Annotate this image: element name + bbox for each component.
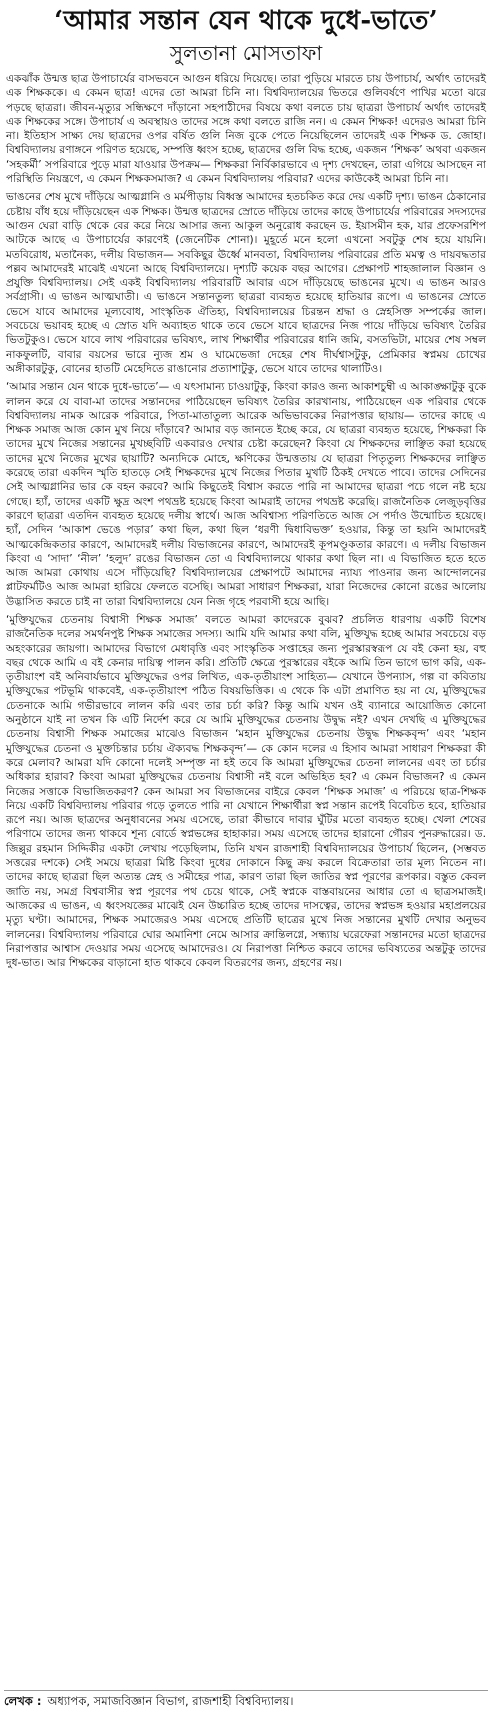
author-note-text: অধ্যাপক, সমাজবিজ্ঞান বিভাগ, রাজশাহী বিশ্ববিদ্যালয়।: [47, 1693, 294, 1708]
author-note: [4, 1690, 488, 1713]
article-page: [4, 0, 488, 970]
author-note-label: লেখক :: [4, 1693, 42, 1708]
article-body: [4, 72, 488, 970]
article-byline: সুলতানা মোসতাফা: [169, 41, 323, 65]
article-paragraph: একঝাঁক উন্মত্ত ছাত্র উপাচার্যের বাসভবনে আগুন ধরিয়ে দিয়েছে। তারা পুড়িয়ে মারতে চায় উপাচার্য, অর্থাৎ তাদেরই এক শিক্ষককে। এ কেমন ছাত্র! এদের তো আমরা চিনি না। বিশ্ববিদ্যালয়ের ভিতরে গুলিবর্ষণে পাখির মতো ঝরে পড়ছে ছাত্ররা। জীবন-মৃত্যুর সন্ধিক্ষণে দাঁড়ানো সহপাঠীদের বিষয়ে কথা বলতে চায় ছাত্ররা উপাচার্য অর্থাৎ তাদেরই এক শিক্ষকের সঙ্গে। উপাচার্য এ অবস্থায়ও তাদের সঙ্গে কথা বলতে রাজি নন। এ কেমন শিক্ষক! এদেরও আমরা চিনি না। ইতিহাস সাক্ষ্য দেয় ছাত্রদের ওপর বর্ষিত গুলি নিজ বুকে পেতে নিয়েছিলেন তাদেরই এক শিক্ষক ড. জোহা। বিশ্ববিদ্যালয় রণাঙ্গনে পরিণত হয়েছে, সম্পত্তি ধ্বংস হচ্ছে, ছাত্রদের গুলি বিদ্ধ হচ্ছে, একজন ‘শিক্ষক’ অথবা একজন ‘সহকর্মী’ সপরিবারে পুড়ে মারা যাওয়ার উপক্রম— শিক্ষকরা নির্বিকারভাবে এ দৃশ্য দেখছেন, তারা এগিয়ে আসছেন না পরিস্থিতি নিয়ন্ত্রণে, এ কেমন শিক্ষকসমাজ? এ কেমন বিশ্ববিদ্যালয় পরিবার? এদের কাউকেই আমরা চিনি না।: [6, 73, 486, 186]
article-paragraph: ‘মুক্তিযুদ্ধের চেতনায় বিশ্বাসী শিক্ষক সমাজ’ বলতে আমরা কাদেরকে বুঝব? প্রচলিত ধারণায় একটি বিশেষ রাজনৈতিক দলের সমর্থনপুষ্ট শিক্ষক সমাজের সদস্য। আমি যদি আমার কথা বলি, মুক্তিযুদ্ধ হচ্ছে আমার সবচেয়ে বড় অহংকারের জায়গা। আমাদের বিভাগে মেধাবৃত্তি এবং সাংস্কৃতিক সপ্তাহের জন্য পুরস্কারস্বরূপ যে বই কেনা হয়, বহু বছর থেকে আমি এ বই কেনার দায়িত্ব পালন করি। প্রতিটি ক্ষেত্রে পুরস্কারের বইকে আমি তিন ভাগে ভাগ করি, এক-তৃতীয়াংশ বই অনিবার্যভাবে মুক্তিযুদ্ধের ওপর লিখিত, এক-তৃতীয়াংশ সাহিত্য— যেখানে উপন্যাস, গল্প বা কবিতায় মুক্তিযুদ্ধের পটভূমি থাকবেই, এক-তৃতীয়াংশ পঠিত বিষয়ভিত্তিক। এ থেকে কি এটা প্রমাণিত হয় না যে, মুক্তিযুদ্ধের চেতনাকে আমি গভীরভাবে লালন করি এবং তার চর্চা করি? কিন্তু আমি যখন ওই ব্যানারে আয়োজিত কোনো অনুষ্ঠানে যাই না তখন কি এটি নির্দেশ করে যে আমি মুক্তিযুদ্ধের চেতনায় উদ্বুদ্ধ নই? এখন দেখছি এ মুক্তিযুদ্ধের চেতনায় বিশ্বাসী শিক্ষক সমাজের মাঝেও বিভাজন ‘মহান মুক্তিযুদ্ধের চেতনায় উদ্বুদ্ধ শিক্ষকবৃন্দ’ এবং ‘মহান মুক্তিযুদ্ধের চেতনা ও মুক্তচিন্তার চর্চায় ঐক্যবদ্ধ শিক্ষকবৃন্দ’— কে কোন দলের এ হিসাব আমরা সাধারণ শিক্ষকরা কী করে মেলাব? আমরা যদি কোনো দলেই সম্পৃক্ত না হই তবে কি আমরা মুক্তিযুদ্ধের চেতনা লালনের এবং তা চর্চার অধিকার হারাব? কিংবা আমরা মুক্তিযুদ্ধের চেতনায় বিশ্বাসী নই বলে অভিহিত হব? এ কেমন বিভাজন? এ কেমন নিজের সত্তাকে বিভাজিতকরণ? কেন আমরা সব বিভাজনের বাইরে কেবল ‘শিক্ষক সমাজ’ এ পরিচয়ে ছাত্র-শিক্ষক নিয়ে একটি বিশ্ববিদ্যালয় পরিবার গড়ে তুলতে পারি না যেখানে শিক্ষার্থীরা স্বপ্ন সন্তান রূপেই বিবেচিত হবে, হাতিয়ার রূপে নয়। আজ ছাত্রদের অনুধাবনের সময় এসেছে, তারা কীভাবে দাবার ঘুঁটির মতো ব্যবহৃত হচ্ছে। খেলা শেষের পরিণামে তাদের জন্য থাকবে শূন্য বোর্ডে স্বপ্নভঙ্গের হাহাকার। সময় এসেছে তাদের হারানো গৌরব পুনরুদ্ধারের। ড. জিল্লুর রহমান সিদ্দিকীর একটা লেখায় পড়েছিলাম, তিনি যখন রাজশাহী বিশ্ববিদ্যালয়ের উপাচার্য ছিলেন, (সম্ভবত সত্তরের দশকে) সেই সময়ে ছাত্ররা মিষ্টি কিংবা দুধের দোকানে কিছু ক্রয় করলে বিক্রেতারা তার মূল্য নিতেন না। তাদের কাছে ছাত্ররা ছিল অত্যন্ত স্নেহ ও সমীহের পাত্র, কারণ তারা ছিল জাতির স্বপ্ন পূরণের রূপকার। বস্তুত কেবল জাতি নয়, সমগ্র বিশ্ববাসীর স্বপ্ন পূরণের পথ চেয়ে থাকে, সেই স্বপ্নকে বাস্তবায়নের আধার তো এ ছাত্রসমাজই। আজকের এ ভাঙন, এ ধ্বংসযজ্ঞের মাঝেই যেন উচ্চারিত হচ্ছে তাদের দাসত্বের, তাদের স্বপ্নভঙ্গ হওয়ার মহাপ্রলয়ের মৃত্যু ঘণ্টা। আমাদের, শিক্ষক সমাজেরও সময় এসেছে প্রতিটি ছাত্রের মুখে নিজ সন্তানের মুখটি দেখার অনুভব লালনের। বিশ্ববিদ্যালয় পরিবারে ঘোর অমানিশা নেমে আসার ক্রান্তিলগ্নে, সন্ধ্যায় ঘরেফেরা সন্তানদের মতো ছাত্রদের নিরাপত্তার আশ্বাস দেওয়ার সময় এসেছে আমাদেরও। যে নিরাপত্তা নিশ্চিত করবে তাদের ভবিষ্যতের অন্তটুকু তাদের দুধ-ভাত। আর শিক্ষকের বাড়ানো হাত থাকবে কেবল বিতরণের জন্য, গ্রহণের নয়।: [6, 613, 486, 970]
article-paragraph: ভাঙনের শেষ মুখে দাঁড়িয়ে আত্মগ্লানি ও মর্মপীড়ায় বিধ্বস্ত আমাদের হতচকিত করে দেয় একটি দৃশ্য। ভাঙন ঠেকানোর চেষ্টায় বাঁধ হয়ে দাঁড়িয়েছেন এক শিক্ষক। উন্মত্ত ছাত্রদের স্রোতে দাঁড়িয়ে তাদের কাছে উপাচার্যের পরিবারের সদস্যদের আগুন ঘেরা বাড়ি থেকে বের করে নিয়ে আসার জন্য আকুল অনুরোধ করছেন ড. ইয়াসমীন হক, যার প্রফেসরশিপ আটকে আছে এ উপাচার্যের কারণেই (জেনেটিক শোনা)। মুহূর্তে মনে হলো এখনো সবটুকু শেষ হয়ে যায়নি। মতবিরোধ, মতানৈক্য, দলীয় বিভাজন— সবকিছুর ঊর্ধ্বে মানবতা, বিশ্ববিদ্যালয় পরিবারের প্রতি মমত্ব ও দায়বদ্ধতার পল্লব আমাদেরই মাঝেই এখনো আছে বিশ্ববিদ্যালয়ে। দৃশ্যটি কয়েক বছর আগের। প্রেক্ষাপট শাহজালাল বিজ্ঞান ও প্রযুক্তি বিশ্ববিদ্যালয়। সেই একই বিশ্ববিদ্যালয় পরিবারটি আবার এসে দাঁড়িয়েছে ভাঙনের মুখে। এ ভাঙন আরও সর্বগ্রাসী। এ ভাঙন আত্মঘাতী। এ ভাঙনে সন্তানতুল্য ছাত্ররা ব্যবহৃত হয়েছে হাতিয়ার রূপে। এ ভাঙনের স্রোতে ভেসে যাবে আমাদের মূল্যবোধ, সাংস্কৃতিক ঐতিহ্য, বিশ্ববিদ্যালয়ের চিরন্তন শ্রদ্ধা ও স্নেহসিক্ত সম্পর্কের জাল। সবচেয়ে ভয়াবহ হচ্ছে এ স্রোত যদি অব্যাহত থাকে তবে ভেসে যাবে ছাত্রদের নিজ পায়ে দাঁড়িয়ে ভবিষ্যৎ তৈরির ভিতটুকুও। ভেসে যাবে লাখ পরিবারের ভবিষ্যৎ, লাখ শিক্ষার্থীর পরিবারের ধানি জমি, বসতভিটা, মায়ের শেষ সম্বল নাকফুলটি, বাবার বয়সের ভারে ন্যুজ শ্রম ও ঘামেভেজা দেহের শেষ দীর্ঘশ্বাসটুকু, প্রেমিকার স্বপ্নময় চোখের অঙ্গীকারটুকু, বোনের হাতটি মেহেদিতে রাঙানোর প্রত্যাশাটুকু, ভেসে যাবে তাদের থালাটিও।: [6, 191, 486, 375]
article-paragraph: ‘আমার সন্তান যেন থাকে দুধে-ভাতে’— এ যৎসামান্য চাওয়াটুকু, কিংবা কারও জন্য আকাশচুম্বী এ আকাঙ্ক্ষাটুকু বুকে লালন করে যে বাবা-মা তাদের সন্তানদের পাঠিয়েছেন ভবিষ্যৎ তৈরির কারখানায়, পাঠিয়েছেন এক পরিবার থেকে বিশ্ববিদ্যালয় নামক আরেক পরিবারে, পিতা-মাতাতুল্য আরেক অভিভাবকের নিরাপত্তার ছায়ায়— তাদের কাছে এ শিক্ষক সমাজ আজ কোন মুখ নিয়ে দাঁড়াবে? আমার বড় জানতে ইচ্ছে করে, যে ছাত্ররা ব্যবহৃত হয়েছে, শিক্ষকরা কি তাদের মুখে নিজের সন্তানের মুখচ্ছবিটি একবারও দেখার চেষ্টা করেছেন? কিংবা যে শিক্ষকদের লাঞ্ছিত করা হয়েছে তাদের মুখে নিজের মুখের ছায়াটি? অন্যদিকে মোহে, ক্ষণিকের উন্মত্ততায় যে ছাত্ররা পিতৃতুল্য শিক্ষকদের লাঞ্ছিত করেছে তারা একদিন স্মৃতি হাতড়ে সেই শিক্ষকদের মুখে নিজের পিতার মুখটি ঠিকই দেখতে পাবে। তাদের সেদিনের সেই আত্মগ্লানির ভার কে বহন করবে? আমি কিছুতেই বিশ্বাস করতে পারি না আমাদের ছাত্ররা পচে গলে নষ্ট হয়ে গেছে। হ্যাঁ, তাদের একটি ক্ষুদ্র অংশ পথভ্রষ্ট হয়েছে কিংবা আমরাই তাদের পথভ্রষ্ট করেছি। রাজনৈতিক লেজুড়বৃত্তির কারণে ছাত্ররা এতদিন ব্যবহৃত হয়েছে দলীয় স্বার্থে। আজ অবিশ্বাস্য পরিণতিতে আজ সে পর্দাও উন্মোচিত হয়েছে। হ্যাঁ, সেদিন ‘আকাশ ভেঙে পড়ার’ কথা ছিল, কথা ছিল ‘ধরণী দ্বিধাবিভক্ত’ হওয়ার, কিন্তু তা হয়নি আমাদেরই আত্মকেন্দ্রিকতার কারণে, আমাদেরই দলীয় বিভাজনের কারণে, আমাদেরই কূপমণ্ডূকতার কারণে। এ দলীয় বিভাজন কিংবা এ ‘সাদা’ ‘নীল’ ‘হলুদ’ রঙের বিভাজন তো এ বিশ্ববিদ্যালয়ে থাকার কথা ছিল না। এ বিভাজিত হতে হতে আজ আমরা কোথায় এসে দাঁড়িয়েছি? বিশ্ববিদ্যালয়ের প্রেক্ষাপটে আমাদের ন্যায্য পাওনার জন্য আন্দোলনের প্লাটফর্মটিও আজ আমরা হারিয়ে ফেলতে বসেছি। আমরা সাধারণ শিক্ষকরা, যারা নিজেদের কোনো রঙের আলোয় উদ্ভাসিত করতে চাই না তারা বিশ্ববিদ্যালয়ে যেন নিজ গৃহে পরবাসী হয়ে আছি।: [6, 381, 486, 608]
article-headline: ‘আমার সন্তান যেন থাকে দুধে-ভাতে’: [54, 6, 438, 36]
